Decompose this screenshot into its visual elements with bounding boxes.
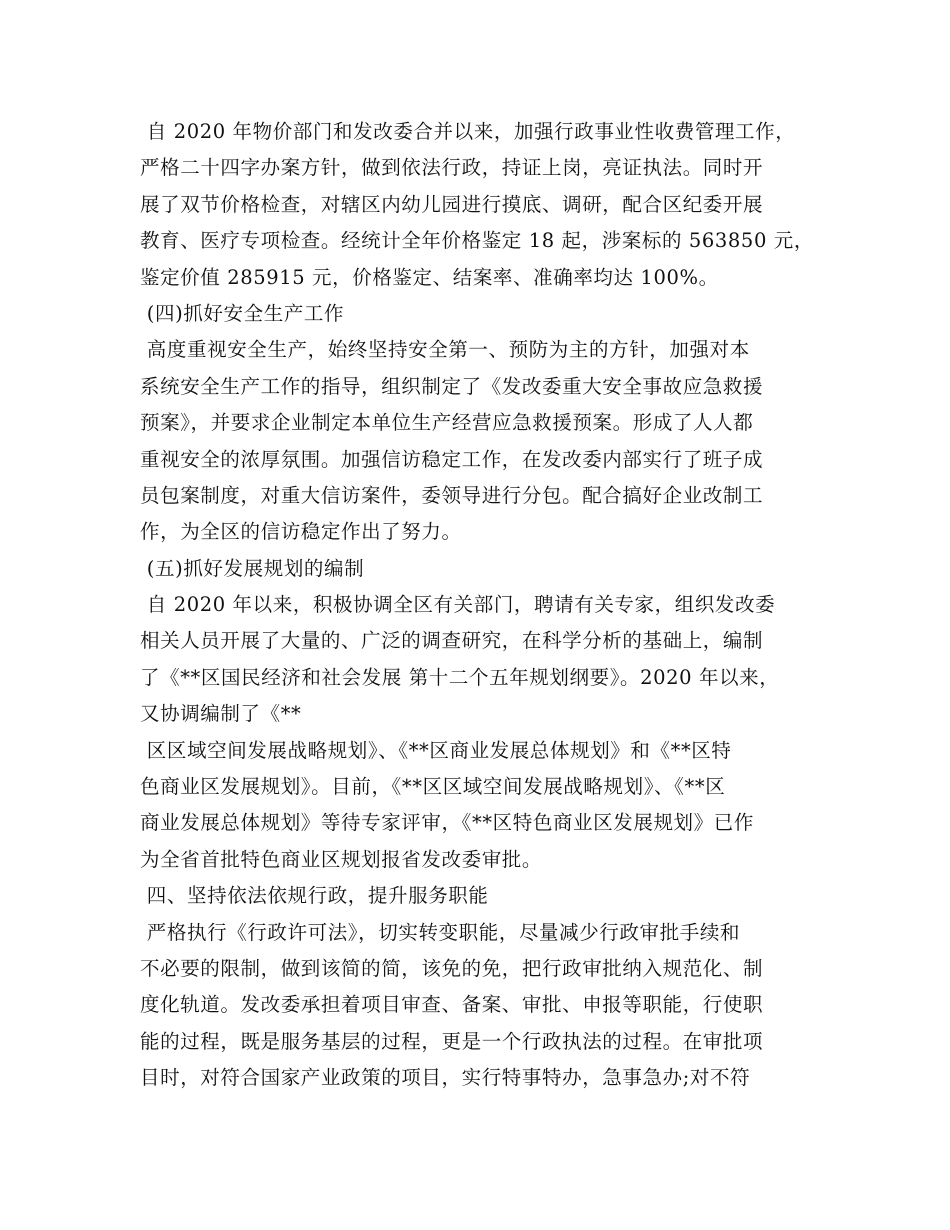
text-line: 系统安全生产工作的指导，组织制定了《发改委重大安全事故应急救援 [140,374,764,398]
text-line: 教育、医疗专项检查。经统计全年价格鉴定 18 起，涉案标的 563850 元， [140,229,814,253]
text-line: 区区域空间发展战略规划》、《**区商业发展总体规划》和《**区特 [140,738,732,762]
text-line: 不必要的限制，做到该简的简，该免的免，把行政审批纳入规范化、制 [140,956,764,980]
text-line: 色商业区发展规划》。目前，《**区区域空间发展战略规划》、《**区 [140,775,726,799]
text-line: 重视安全的浓厚氛围。加强信访稳定工作，在发改委内部实行了班子成 [140,447,764,471]
text-line: 为全省首批特色商业区规划报省发改委审批。 [140,847,543,871]
section-heading: 四、坚持依法依规行政，提升服务职能 [140,884,489,908]
text-line: 了《**区国民经济和社会发展 第十二个五年规划纲要》。2020 年以来， [140,665,780,689]
text-line: 目时，对符合国家产业政策的项目，实行特事特办，急事急办;对不符 [140,1066,751,1090]
text-line: 严格二十四字办案方针，做到依法行政，持证上岗，亮证执法。同时开 [140,156,764,180]
document-body [140,114,840,1097]
text-line: 员包案制度，对重大信访案件，委领导进行分包。配合搞好企业改制工 [140,483,764,507]
text-line: 高度重视安全生产，始终坚持安全第一、预防为主的方针，加强对本 [140,338,750,362]
text-line: 相关人员开展了大量的、广泛的调查研究，在科学分析的基础上，编制 [140,629,764,653]
text-line: 鉴定价值 285915 元，价格鉴定、结案率、准确率均达 100%。 [140,265,719,289]
text-line: 展了双节价格检查，对辖区内幼儿园进行摸底、调研，配合区纪委开展 [140,192,764,216]
section-heading: (五)抓好发展规划的编制 [140,556,365,580]
text-line: 作，为全区的信访稳定作出了努力。 [140,520,462,544]
text-line: 又协调编制了《** [140,702,302,726]
text-line: 度化轨道。发改委承担着项目审查、备案、审批、申报等职能，行使职 [140,993,764,1017]
text-line: 能的过程，既是服务基层的过程，更是一个行政执法的过程。在审批项 [140,1029,764,1053]
section-heading: (四)抓好安全生产工作 [140,301,345,325]
text-line: 商业发展总体规划》等待专家评审，《**区特色商业区发展规划》已作 [140,811,754,835]
text-line: 预案》，并要求企业制定本单位生产经营应急救援预案。形成了人人都 [140,411,754,435]
text-line: 严格执行《行政许可法》，切实转变职能，尽量减少行政审批手续和 [140,920,741,944]
text-line: 自 2020 年物价部门和发改委合并以来，加强行政事业性收费管理工作， [140,120,796,143]
text-line: 自 2020 年以来，积极协调全区有关部门，聘请有关专家，组织发改委 [140,593,776,617]
